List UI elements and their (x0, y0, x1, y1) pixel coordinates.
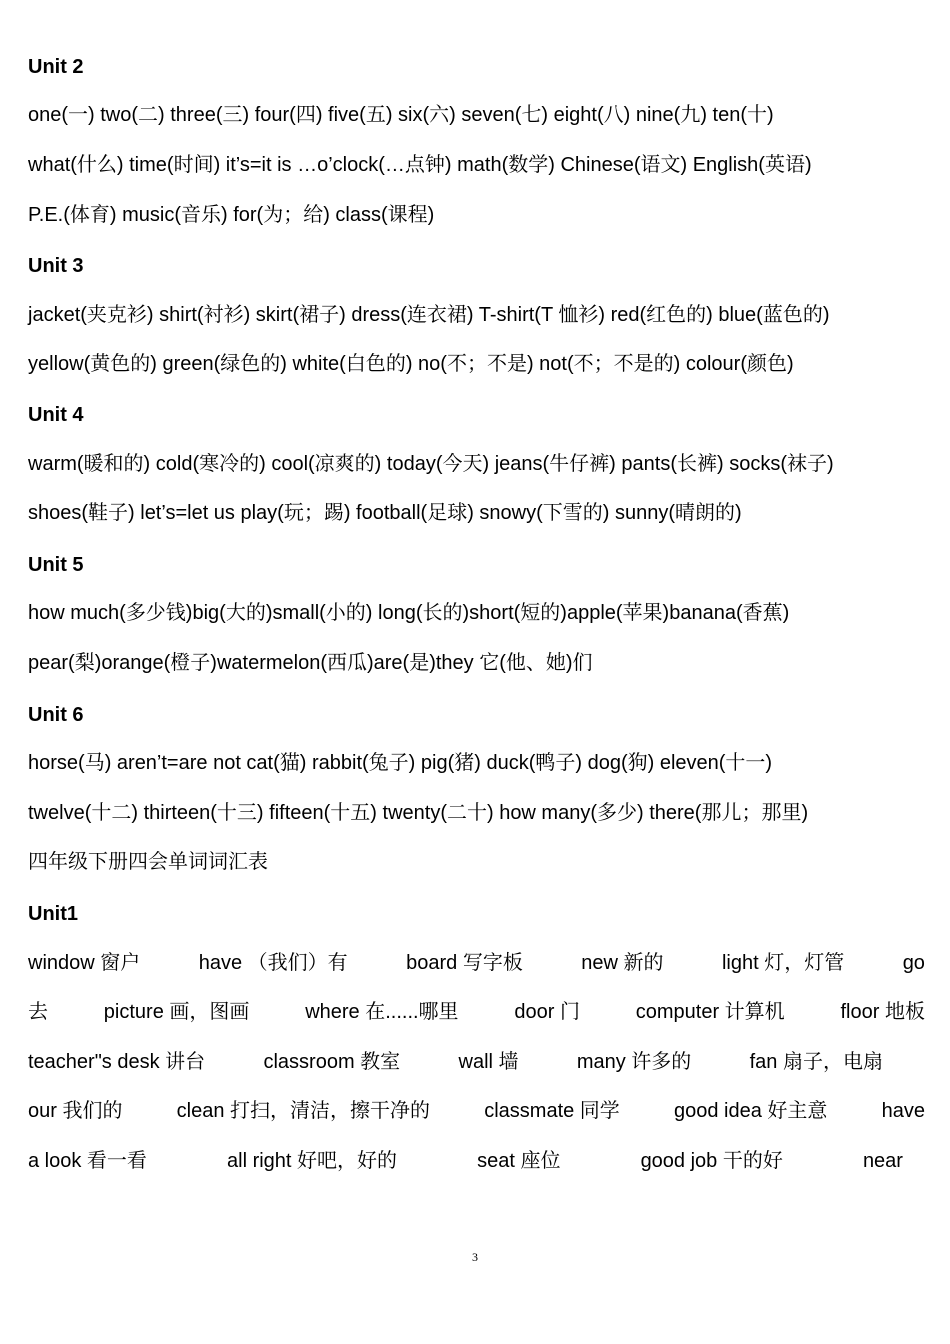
vocab-entry: board 写字板 (406, 952, 523, 974)
vocab-line: warm(暖和的) cold(寒冷的) cool(凉爽的) today(今天) jeans(牛仔裤) pants(长裤) socks(袜子) (28, 453, 834, 475)
vocab-line: what(什么) time(时间) it’s=it is …o’clock(…点钟) math(数学) Chinese(语文) English(英语) (28, 154, 812, 176)
vocab-entry: our 我们的 (28, 1100, 123, 1122)
vocab-entry: many 许多的 (576, 1051, 692, 1073)
vocab-entry: good job 干的好 (640, 1150, 783, 1172)
vocab-entry: good idea 好主意 (674, 1100, 828, 1122)
vocab-entry: floor 地板 (840, 1001, 925, 1023)
vocab-entry: near (862, 1150, 903, 1172)
vocab-entry: window 窗户 (28, 952, 141, 974)
vocab-line: P.E.(体育) music(音乐) for(为；给) class(课程) (28, 204, 435, 226)
vocab-entry: classroom 教室 (263, 1051, 401, 1073)
vocab-entry: computer 计算机 (635, 1001, 785, 1023)
vocab-line: pear(梨)orange(橙子)watermelon(西瓜)are(是)they 它(他、她)们 (28, 652, 593, 674)
vocab-entry: seat 座位 (477, 1150, 561, 1172)
unit-heading: Unit1 (28, 903, 78, 925)
vocab-entry: picture 画，图画 (103, 1001, 250, 1023)
vocab-entry: clean 打扫，清洁，擦干净的 (176, 1100, 431, 1122)
vocab-line: one(一) two(二) three(三) four(四) five(五) six(六) seven(七) eight(八) nine(九) ten(十) (28, 104, 774, 126)
vocab-line: jacket(夹克衫) shirt(衬衫) skirt(裙子) dress(连衣裙) T-shirt(T 恤衫) red(红色的) blue(蓝色的) (28, 304, 830, 326)
vocab-entry: have (881, 1100, 925, 1122)
section-subheading: 四年级下册四会单词词汇表 (28, 851, 268, 873)
vocab-entry: all right 好吧，好的 (227, 1150, 398, 1172)
vocab-entry: fan 扇子，电扇 (749, 1051, 883, 1073)
unit-heading: Unit 4 (28, 404, 84, 426)
vocab-row (28, 950, 925, 976)
vocab-entry: light 灯，灯管 (721, 952, 845, 974)
vocab-row (28, 1098, 925, 1124)
vocab-entry: classmate 同学 (484, 1100, 620, 1122)
vocab-entry: have （我们）有 (198, 952, 348, 974)
unit-heading: Unit 6 (28, 704, 84, 726)
unit-heading: Unit 2 (28, 56, 84, 78)
vocab-entry: where 在......哪里 (305, 1001, 459, 1023)
vocab-entry: teacher"s desk 讲台 (28, 1051, 206, 1073)
vocab-entry: go (902, 952, 925, 974)
vocab-entry: new 新的 (581, 952, 664, 974)
vocab-row (28, 1049, 883, 1075)
vocab-line: yellow(黄色的) green(绿色的) white(白色的) no(不；不是) not(不；不是的) colour(颜色) (28, 353, 794, 375)
vocab-row (28, 999, 925, 1025)
page-number: 3 (472, 1250, 478, 1264)
vocab-line: horse(马) aren’t=are not cat(猫) rabbit(兔子) pig(猪) duck(鸭子) dog(狗) eleven(十一) (28, 752, 773, 774)
unit-heading: Unit 5 (28, 554, 84, 576)
vocab-line: twelve(十二) thirteen(十三) fifteen(十五) twenty(二十) how many(多少) there(那儿；那里) (28, 802, 809, 824)
vocab-entry: 去 (28, 1001, 48, 1023)
vocab-row (28, 1148, 903, 1174)
vocab-line: shoes(鞋子) let’s=let us play(玩；踢) football(足球) snowy(下雪的) sunny(晴朗的) (28, 502, 742, 524)
vocab-entry: door 门 (514, 1001, 580, 1023)
vocab-entry: a look 看一看 (28, 1150, 147, 1172)
unit-heading: Unit 3 (28, 255, 84, 277)
vocab-line: how much(多少钱)big(大的)small(小的) long(长的)short(短的)apple(苹果)banana(香蕉) (28, 602, 790, 624)
vocab-entry: wall 墙 (458, 1051, 519, 1073)
